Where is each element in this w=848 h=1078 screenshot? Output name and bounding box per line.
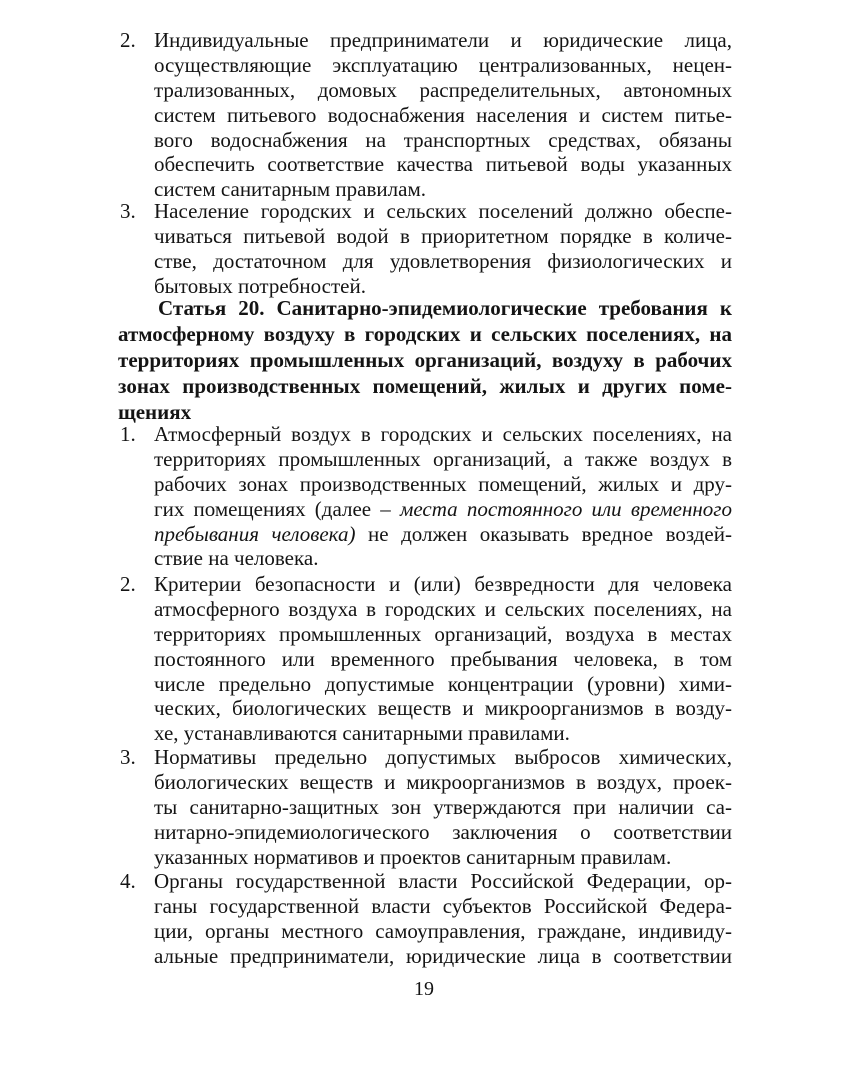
heading-line: территориях промышленных организаций, воздуху в рабочих: [118, 348, 732, 372]
item-number: 4.: [120, 869, 136, 893]
text-line: числе предельно допустимые концентрации (уровни) хими-: [154, 671, 732, 696]
text-line: ствие на человека.: [154, 546, 319, 571]
italic-term: пребывания человека): [154, 521, 356, 546]
text-line: осуществляющие эксплуатацию централизованных, нецен-: [154, 52, 732, 77]
italic-term: места постоянного или временного: [399, 496, 732, 521]
item-number: 1.: [120, 422, 136, 446]
text-line: постоянного или временного пребывания человека, в том: [154, 646, 732, 671]
item-text: [154, 572, 732, 746]
text-line: обеспечить соответствие качества питьевой воды указанных: [154, 152, 732, 177]
text-line: Органы государственной власти Российской Федерации, ор-: [154, 869, 732, 893]
page-number: 19: [414, 978, 434, 1000]
text-line: стве, достаточном для удовлетворения физиологических и: [154, 248, 732, 273]
heading-line: Статья 20. Санитарно-эпидемиологические требования к: [158, 296, 732, 320]
heading-line: зонах производственных помещений, жилых и других поме-: [118, 374, 732, 398]
item-number: 3.: [120, 745, 136, 769]
item-text: [154, 199, 732, 299]
text-line: систем питьевого водоснабжения населения и систем питье-: [154, 102, 732, 127]
text-line: Население городских и сельских поселений должно обеспе-: [154, 199, 732, 223]
text-line: альные предприниматели, юридические лица в соответствии: [154, 943, 732, 968]
text-line: Нормативы предельно допустимых выбросов химических,: [154, 745, 732, 769]
text-line: биологических веществ и микроорганизмов в воздух, проек-: [154, 769, 732, 794]
item-number: 2.: [120, 28, 136, 52]
text-line: рабочих зонах производственных помещений, жилых и дру-: [154, 471, 732, 496]
text-line: атмосферного воздуха в городских и сельских поселениях, на: [154, 596, 732, 621]
text-line: Критерии безопасности и (или) безвредности для человека: [154, 572, 732, 596]
text-line: Атмосферный воздух в городских и сельских поселениях, на: [154, 422, 732, 446]
text-line: ции, органы местного самоуправления, граждане, индивиду-: [154, 918, 732, 943]
text-line: [154, 497, 732, 522]
item-text: [154, 745, 732, 869]
text-line: [154, 522, 732, 547]
text-line: чиваться питьевой водой в приоритетном порядке в количе-: [154, 223, 732, 248]
item-text: [154, 28, 732, 202]
text-line: хе, устанавливаются санитарными правилами.: [154, 721, 570, 746]
text-line: вого водоснабжения на транспортных средствах, обязаны: [154, 127, 732, 152]
text-line: ческих, биологических веществ и микроорганизмов в возду-: [154, 696, 732, 721]
text-line: систем санитарным правилам.: [154, 177, 426, 202]
heading-line: щениях: [118, 400, 192, 424]
item-number: 3.: [120, 199, 136, 223]
text-segment: гих помещениях (далее –: [154, 496, 400, 521]
text-segment: не должен оказывать вредное воздей-: [355, 521, 732, 546]
item-number: 2.: [120, 572, 136, 596]
item-text: [154, 869, 732, 969]
text-line: указанных нормативов и проектов санитарным правилам.: [154, 844, 672, 869]
text-line: территориях промышленных организаций, воздуха в местах: [154, 621, 732, 646]
item-text: [154, 422, 732, 571]
text-line: Индивидуальные предприниматели и юридические лица,: [154, 28, 732, 52]
text-line: ганы государственной власти субъектов Российской Федера-: [154, 893, 732, 918]
text-line: нитарно-эпидемиологического заключения о соответствии: [154, 819, 732, 844]
text-line: бытовых потребностей.: [154, 273, 366, 298]
text-line: ты санитарно-защитных зон утверждаются при наличии са-: [154, 794, 732, 819]
heading-line: атмосферному воздуху в городских и сельских поселениях, на: [118, 322, 732, 346]
text-line: территориях промышленных организаций, а также воздух в: [154, 446, 732, 471]
article-heading: [118, 295, 732, 425]
text-line: трализованных, домовых распределительных, автономных: [154, 77, 732, 102]
